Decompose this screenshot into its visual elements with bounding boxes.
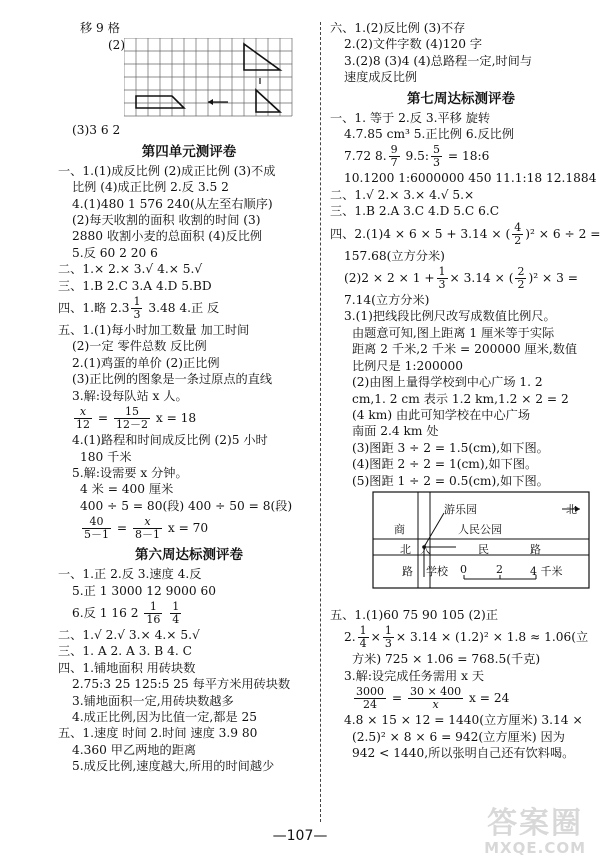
denominator: 5－1 xyxy=(84,528,109,542)
scale-label: 2 xyxy=(496,562,503,576)
map-road-label: 民 xyxy=(478,542,489,556)
text-line: 一、1.(1)成反比例 (2)成正比例 (3)不成 xyxy=(58,163,276,178)
text-segment: x = 24 xyxy=(465,691,510,706)
fraction xyxy=(512,222,523,247)
numerator: 1 xyxy=(133,295,141,309)
equation-line: $\frac{3000}{24}$ = $\frac{30 \times 400}{x}$ x = 24 xyxy=(356,685,510,712)
text-segment: x = 70 xyxy=(163,521,209,536)
text-line: 3.(1)把线段比例尺改写成数值比例尺。 xyxy=(344,309,556,324)
translation-grid-diagram xyxy=(124,38,294,118)
text-line: 一、1. 等于 2.反 3.平移 旋转 xyxy=(330,110,491,125)
text-segment: × 3.14 × ( xyxy=(449,271,514,286)
denominator: 7 xyxy=(390,156,398,170)
text-line: (2.5)² × 8 × 6 = 942(立方厘米) 因为 xyxy=(352,729,565,744)
text-segment: 四、2.(1)4 × 6 × 5 + 3.14 × ( xyxy=(330,226,511,241)
text-line: 四、1.铺地面积 用砖块数 xyxy=(58,660,196,675)
text-line: 三、1.B 2.C 3.A 4.D 5.BD xyxy=(58,278,212,293)
text-line: 二、1.√ 2.√ 3.× 4.× 5.√ xyxy=(58,627,200,642)
text-line: 4.8 × 15 × 12 = 1440(立方厘米) 3.14 × xyxy=(344,713,583,728)
fraction-line xyxy=(330,142,592,170)
fraction xyxy=(383,625,394,650)
text-line: 比例尺是 1:200000 xyxy=(352,358,464,373)
text-line: 4.(1)480 1 576 240(从左至右顺序) xyxy=(72,196,273,211)
text-line: 5.正 1 3000 12 9000 60 xyxy=(72,583,216,598)
map-ren-label: 人 xyxy=(420,542,431,556)
section-title: 第四单元测评卷 xyxy=(141,143,237,160)
fraction xyxy=(82,516,111,541)
numerator: 9 xyxy=(390,143,398,157)
denominator: x xyxy=(432,698,439,712)
text-line: 4 米 = 400 厘米 xyxy=(80,482,174,497)
equation-line: $\frac{40}{5-1}$ = $\frac{x}{8-1}$ x = 70 xyxy=(84,515,209,542)
text-line: 5.解:设需要 x 分钟。 xyxy=(72,465,188,480)
text-line: (2)每天收割的面积 收割的时间 (3) xyxy=(72,213,261,228)
numerator: 5 xyxy=(433,143,441,157)
denominator: 3 xyxy=(133,308,141,322)
fraction-line xyxy=(58,599,320,627)
fraction xyxy=(354,686,386,711)
text-segment: )² × 3 = xyxy=(528,271,578,286)
numerator: 2 xyxy=(517,265,525,279)
map-school-label: 学校 xyxy=(426,564,448,578)
text-line: 2.75:3 25 125:5 25 每平方米用砖块数 xyxy=(72,677,291,692)
fraction xyxy=(133,516,162,541)
numerator: 1 xyxy=(144,601,162,614)
text-line: 3.铺地面积一定,用砖块数越多 xyxy=(72,693,234,708)
text-line: (3)图距 3 ÷ 2 = 1.5(cm),如下图。 xyxy=(352,440,549,455)
text-line: 2.(1)鸡蛋的单价 (2)正比例 xyxy=(72,355,220,370)
fraction xyxy=(431,144,442,169)
grid-figure xyxy=(58,36,320,122)
equation-line xyxy=(330,623,592,651)
text-line: 移 9 格 xyxy=(80,21,120,35)
denominator: 3 xyxy=(384,637,392,651)
denominator: 12－2 xyxy=(115,418,148,432)
map-road-label: 路 xyxy=(402,564,413,578)
numerator: 1 xyxy=(384,624,392,638)
fraction xyxy=(389,144,400,169)
denominator: 4 xyxy=(359,637,367,651)
text-segment: × xyxy=(370,630,381,645)
numerator: 40 xyxy=(82,516,111,529)
text-line: 五、1.(1)60 75 90 105 (2)正 xyxy=(330,607,499,622)
fraction xyxy=(358,625,369,650)
denominator: 2 xyxy=(517,278,525,292)
text-line: 方米) 725 × 1.06 = 768.5(千克) xyxy=(352,652,541,667)
text-segment: 3.48 4.正 反 xyxy=(144,301,220,316)
text-line: 5.成反比例,速度越大,所用的时间越少 xyxy=(72,759,275,774)
text-segment: × 3.14 × (1.2)² × 1.8 ≈ 1.06(立 xyxy=(395,630,589,645)
section-title: 第六周达标测评卷 xyxy=(135,547,243,564)
text-line: 二、1.× 2.× 3.√ 4.× 5.√ xyxy=(58,262,203,277)
text-line: 由题意可知,图上距离 1 厘米等于实际 xyxy=(352,325,555,340)
text-line: 比例 (4)成正比例 2.反 3.5 2 xyxy=(72,180,229,195)
text-segment: 7.72 8. xyxy=(344,149,387,164)
numerator: 1 xyxy=(438,265,446,279)
map-north-label: 北 xyxy=(566,502,577,516)
text-segment: 6.反 1 16 2 xyxy=(72,605,139,620)
text-line: 942 < 1440,所以张明自己还有饮料喝。 xyxy=(352,745,575,760)
equation-line xyxy=(330,220,600,248)
text-line: 157.68(立方分米) xyxy=(344,248,445,263)
text-line: 4.7.85 cm³ 5.正比例 6.反比例 xyxy=(344,127,515,142)
map-north-street-label: 北 xyxy=(400,542,411,556)
numerator: 15 xyxy=(114,406,150,419)
text-line: (2)一定 零件总数 反比例 xyxy=(72,339,207,354)
triangle-shape xyxy=(244,44,280,70)
fraction xyxy=(437,266,448,291)
text-line: 六、1.(2)反比例 (3)不存 xyxy=(330,21,466,35)
numerator: 30 × 400 xyxy=(409,685,462,699)
left-column xyxy=(58,20,320,775)
text-line: 五、1.速度 时间 2.时间 速度 3.9 80 xyxy=(58,726,258,741)
scale-label: 0 xyxy=(460,562,467,576)
denominator: 4 xyxy=(172,612,180,626)
fraction xyxy=(74,406,92,431)
watermark-logo xyxy=(484,808,586,856)
text-segment: = 18:6 xyxy=(444,149,490,164)
text-line: 4.成正比例,因为比值一定,都是 25 xyxy=(72,709,258,724)
watermark-text: 答案圈 xyxy=(487,806,584,841)
text-line: (4 km) 由此可知学校在中心广场 xyxy=(352,407,531,422)
text-line: 南面 2.4 km 处 xyxy=(352,424,439,439)
text-line: cm,1. 2 cm 表示 1.2 km,1.2 × 2 = 2 xyxy=(352,391,569,406)
denominator: 2 xyxy=(514,233,522,247)
figure-label: (2) xyxy=(108,38,125,53)
arrow-head xyxy=(208,99,213,105)
denominator: 12 xyxy=(76,418,90,432)
page-number: —107— xyxy=(272,828,328,844)
column-divider xyxy=(320,22,321,822)
text-line: 3.解:设每队站 x 人。 xyxy=(72,388,188,403)
fraction xyxy=(131,296,142,321)
map-amusement-label: 游乐园 xyxy=(444,502,477,516)
text-segment: x = 18 xyxy=(151,411,197,426)
text-line: 7.14(立方分米) xyxy=(344,293,430,308)
text-line: 3.(2)8 (3)4 (4)总路程一定,时间与 xyxy=(344,53,533,68)
text-line: 二、1.√ 2.× 3.× 4.√ 5.× xyxy=(330,187,475,202)
text-line: 五、1.(1)每小时加工数量 加工时间 xyxy=(58,323,250,338)
map-shop-label: 商 xyxy=(394,522,405,536)
text-line: 一、1.正 2.反 3.速度 4.反 xyxy=(58,567,202,582)
denominator: 3 xyxy=(433,156,441,170)
text-line: 400 ÷ 5 = 80(段) 400 ÷ 50 = 8(段) xyxy=(80,498,293,513)
fraction xyxy=(408,686,463,711)
numerator: 1 xyxy=(359,624,367,638)
map-park-label: 人民公园 xyxy=(458,522,502,536)
equation-line xyxy=(330,264,592,292)
fraction xyxy=(515,266,526,291)
text-line: 速度成反比例 xyxy=(344,70,418,85)
fraction-line xyxy=(58,294,320,322)
text-segment: 2. xyxy=(344,630,356,645)
numerator: x xyxy=(74,406,92,419)
denominator: 3 xyxy=(438,278,446,292)
denominator: 16 xyxy=(146,612,161,626)
numerator: x xyxy=(133,516,162,529)
fraction xyxy=(170,601,181,626)
text-line: (3)正比例的图象是一条过原点的直线 xyxy=(72,372,273,387)
numerator: 1 xyxy=(172,599,180,613)
text-line: 10.1200 1:6000000 450 11.1:18 12.1884 xyxy=(344,171,597,186)
text-line: 3.解:设完成任务需用 x 天 xyxy=(344,668,485,683)
fraction xyxy=(144,601,162,626)
text-line: 4.360 甲乙两地的距离 xyxy=(72,742,197,757)
numerator: 3000 xyxy=(356,685,384,699)
text-line: 2.(2)文件字数 (4)120 字 xyxy=(344,37,483,52)
denominator: 8－1 xyxy=(134,528,160,542)
text-line: 距离 2 千米,2 千米 = 200000 厘米,数值 xyxy=(352,342,578,357)
section-title: 第七周达标测评卷 xyxy=(407,90,515,107)
denominator: 24 xyxy=(363,698,377,712)
text-line: (5)图距 1 ÷ 2 = 0.5(cm),如下图。 xyxy=(352,473,549,488)
equation-line: $\frac{x}{12}$ = $\frac{15}{12-2}$ x = 18 xyxy=(76,405,197,432)
text-line: 4.(1)路程和时间成反比例 (2)5 小时 xyxy=(72,433,268,448)
scale-label: 4 千米 xyxy=(530,564,563,578)
text-segment: (2)2 × 2 × 1 + xyxy=(344,271,435,286)
text-line: (2)由图上量得学校到中心广场 1. 2 xyxy=(352,375,543,390)
numerator: 4 xyxy=(514,220,522,234)
text-segment: 9.5: xyxy=(401,149,430,164)
fraction xyxy=(114,406,150,431)
text-line: 三、1.B 2.A 3.C 4.D 5.C 6.C xyxy=(330,204,500,219)
text-line: 5.反 60 2 20 6 xyxy=(72,245,158,260)
map-figure xyxy=(330,491,592,603)
watermark-url: MXQE.COM xyxy=(484,839,586,857)
text-line: (3)3 6 2 xyxy=(72,123,121,138)
map-road-label: 路 xyxy=(530,542,541,556)
text-segment: 四、1.略 2.3 xyxy=(58,301,130,316)
text-line: 三、1. A 2. A 3. B 4. C xyxy=(58,644,192,659)
text-segment: )² × 6 ÷ 2 = xyxy=(525,226,600,241)
right-column xyxy=(330,20,600,761)
text-line: 2880 收割小麦的总面积 (4)反比例 xyxy=(72,229,263,244)
text-line: (4)图距 2 ÷ 2 = 1(cm),如下图。 xyxy=(352,457,538,472)
text-line: 180 千米 xyxy=(80,449,132,464)
